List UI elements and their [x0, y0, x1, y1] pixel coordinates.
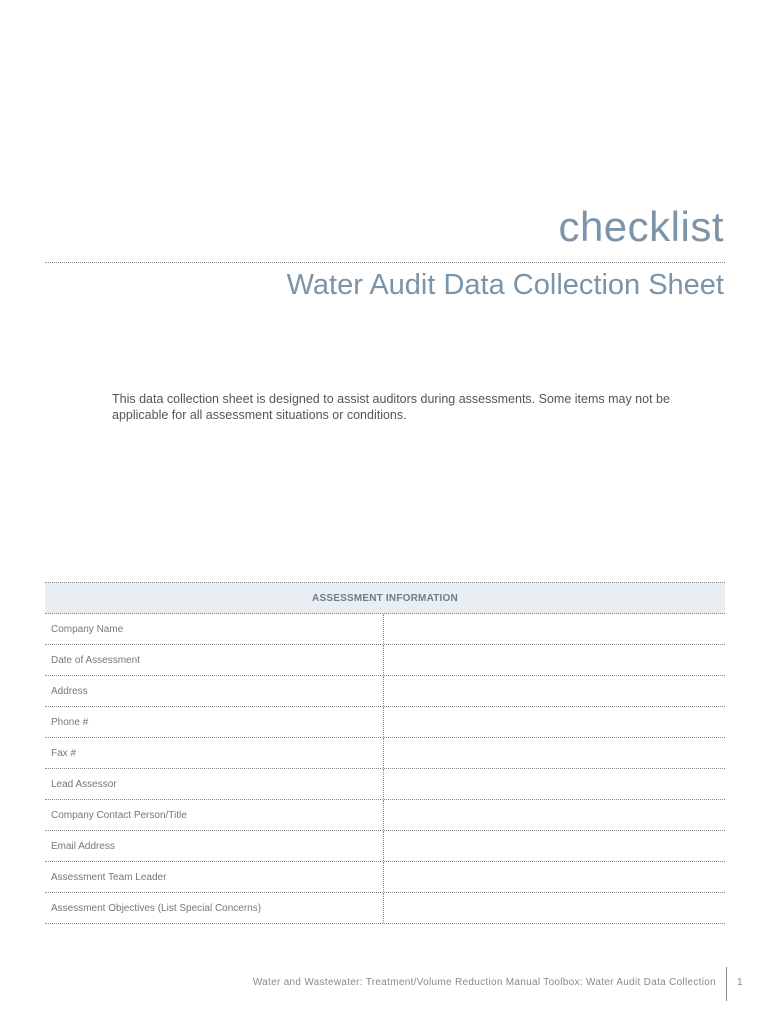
intro-paragraph: This data collection sheet is designed to assist auditors during assessments. Some items may not be applicable for all assessment situations or conditions. — [112, 392, 670, 422]
company-name-field[interactable] — [384, 614, 725, 644]
row-label: Address — [45, 676, 384, 706]
row-label: Company Contact Person/Title — [45, 800, 384, 830]
row-label: Company Name — [45, 614, 384, 644]
date-of-assessment-field[interactable] — [384, 645, 725, 675]
table-row — [45, 614, 725, 645]
assessment-information-table — [45, 582, 725, 924]
document-subtitle: Water Audit Data Collection Sheet — [286, 269, 724, 301]
team-leader-field[interactable] — [384, 862, 725, 892]
table-row — [45, 862, 725, 893]
row-label: Date of Assessment — [45, 645, 384, 675]
table-row — [45, 893, 725, 924]
row-label: Assessment Objectives (List Special Concerns) — [45, 893, 384, 923]
title-divider — [45, 262, 725, 263]
table-row — [45, 800, 725, 831]
fax-field[interactable] — [384, 738, 725, 768]
lead-assessor-field[interactable] — [384, 769, 725, 799]
row-label: Assessment Team Leader — [45, 862, 384, 892]
footer-text: Water and Wastewater: Treatment/Volume Reduction Manual Toolbox: Water Audit Data Collection — [252, 977, 716, 988]
footer-divider — [726, 967, 727, 1001]
table-row — [45, 707, 725, 738]
address-field[interactable] — [384, 676, 725, 706]
row-label: Phone # — [45, 707, 384, 737]
document-title: checklist — [558, 203, 724, 250]
email-address-field[interactable] — [384, 831, 725, 861]
table-row — [45, 676, 725, 707]
company-contact-field[interactable] — [384, 800, 725, 830]
table-row — [45, 769, 725, 800]
table-heading: ASSESSMENT INFORMATION — [45, 582, 725, 614]
page-number: 1 — [737, 977, 743, 988]
row-label: Email Address — [45, 831, 384, 861]
row-label: Lead Assessor — [45, 769, 384, 799]
table-row — [45, 831, 725, 862]
row-label: Fax # — [45, 738, 384, 768]
assessment-objectives-field[interactable] — [384, 893, 725, 923]
table-row — [45, 645, 725, 676]
table-row — [45, 738, 725, 769]
phone-field[interactable] — [384, 707, 725, 737]
